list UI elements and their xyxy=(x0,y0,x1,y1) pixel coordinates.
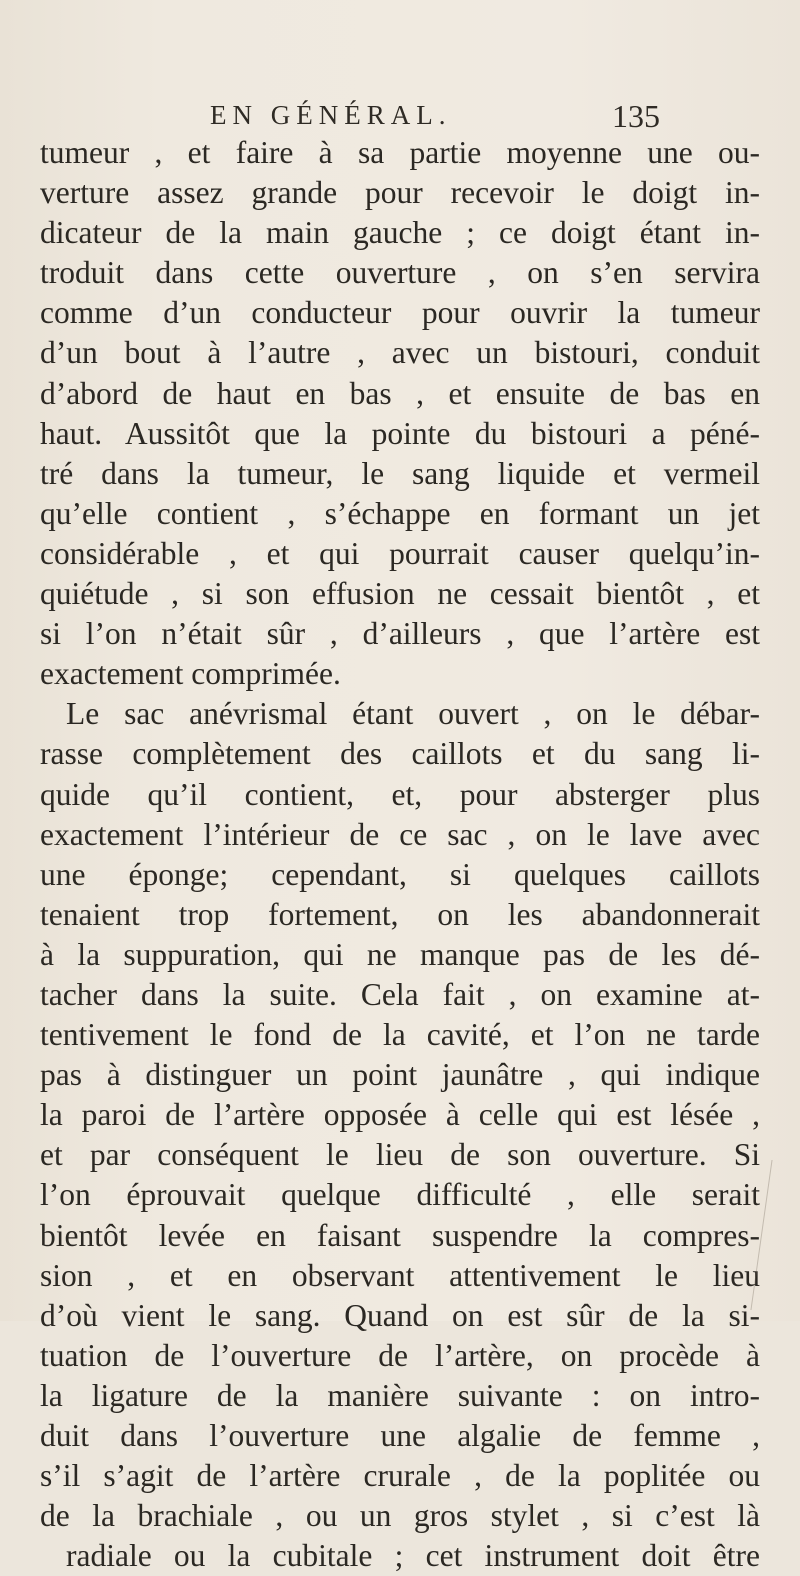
text-line: d’abord de haut en bas , et ensuite de bas en xyxy=(40,375,760,411)
text-line: la paroi de l’artère opposée à celle qui est lésée , xyxy=(40,1097,760,1133)
text-line: la ligature de la manière suivante : on intro- xyxy=(40,1377,760,1413)
text-line: tumeur , et faire à sa partie moyenne une ou- xyxy=(40,135,760,170)
text-line: comme d’un conducteur pour ouvrir la tumeur xyxy=(40,295,760,331)
text-line: si l’on n’était sûr , d’ailleurs , que l’artère est xyxy=(40,616,760,652)
page-number: 135 xyxy=(612,98,660,134)
text-line: quiétude , si son effusion ne cessait bientôt , et xyxy=(40,576,760,612)
text-line: quide qu’il contient, et, pour absterger plus xyxy=(40,776,760,812)
running-title: EN GÉNÉRAL. xyxy=(210,100,452,130)
text-line: qu’elle contient , s’échappe en formant un jet xyxy=(40,495,760,531)
text-line: tenaient trop fortement, on les abandonnerait xyxy=(40,896,760,932)
text-line: rasse complètement des caillots et du sang li- xyxy=(40,736,760,772)
text-line: une éponge; cependant, si quelques caillots xyxy=(40,856,760,892)
text-line: haut. Aussitôt que la pointe du bistouri a péné- xyxy=(40,415,760,451)
text-line: d’où vient le sang. Quand on est sûr de la si- xyxy=(40,1297,760,1333)
text-line: l’on éprouvait quelque difficulté , elle serait xyxy=(40,1177,760,1213)
text-line: s’il s’agit de l’artère crurale , de la poplitée ou xyxy=(40,1458,760,1494)
text-line: duit dans l’ouverture une algalie de femme , xyxy=(40,1418,760,1453)
text-line: considérable , et qui pourrait causer quelqu’in- xyxy=(40,535,760,571)
text-line: Le sac anévrismal étant ouvert , on le débar- xyxy=(66,696,760,732)
text-line: verture assez grande pour recevoir le doigt in- xyxy=(40,175,760,211)
text-line: et par conséquent le lieu de son ouverture. Si xyxy=(40,1137,760,1173)
text-line: tentivement le fond de la cavité, et l’on ne tarde xyxy=(40,1017,760,1053)
text-line: exactement comprimée. xyxy=(40,656,341,692)
text-line: d’un bout à l’autre , avec un bistouri, conduit xyxy=(40,335,760,371)
text-line: radiale ou la cubitale ; cet instrument doit être xyxy=(66,1538,760,1574)
text-line: de la brachiale , ou un gros stylet , si c’est là xyxy=(40,1498,760,1534)
text-line: dicateur de la main gauche ; ce doigt étant in- xyxy=(40,215,760,251)
text-line: tuation de l’ouverture de l’artère, on procède à xyxy=(40,1337,760,1373)
text-line: sion , et en observant attentivement le lieu xyxy=(40,1257,760,1293)
text-line: tacher dans la suite. Cela fait , on examine at- xyxy=(40,976,760,1012)
text-line: pas à distinguer un point jaunâtre , qui indique xyxy=(40,1057,760,1093)
text-line: tré dans la tumeur, le sang liquide et vermeil xyxy=(40,455,760,491)
text-line: bientôt levée en faisant suspendre la compres- xyxy=(40,1217,760,1253)
text-line: troduit dans cette ouverture , on s’en servira xyxy=(40,255,760,291)
text-line: à la suppuration, qui ne manque pas de les dé- xyxy=(40,936,760,972)
text-line: exactement l’intérieur de ce sac , on le lave avec xyxy=(40,816,760,852)
body-text xyxy=(40,133,760,1576)
